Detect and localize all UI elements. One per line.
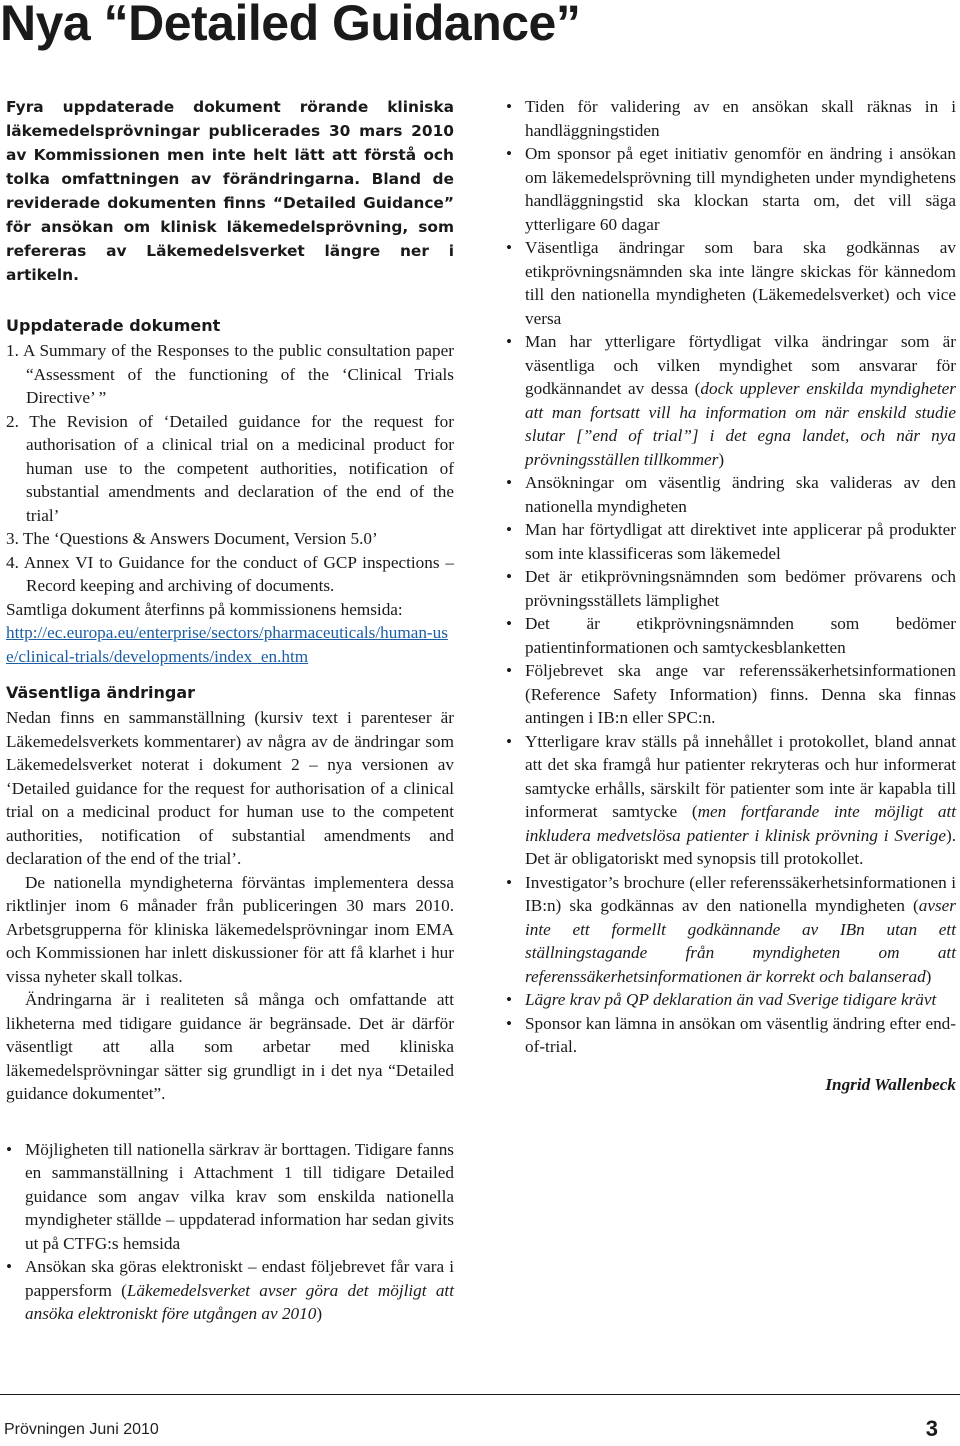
right-bullet-item [506,95,956,142]
bullet-comment: avser inte ett formellt godkännande av IBn utan ett ställningstagande från myndigheten om att referenssäkerhetsinformationen är korrekt och balanserad [525,896,956,986]
bullet-icon: • [6,1257,13,1276]
bullet-comment: Läkemedelsverket avser göra det möjligt att ansöka elektroniskt före utgången av 2010 [25,1280,454,1323]
bullet-icon: • [6,1139,13,1159]
right-bullet-item [506,565,956,612]
left-bullet-item [6,1138,454,1256]
author-signature: Ingrid Wallenbeck [825,1074,956,1094]
bullet-icon: • [506,661,513,680]
right-column [506,95,956,1096]
bullet-text-tail: ) [316,1304,323,1323]
bullet-icon: • [506,144,513,163]
bullet-text: Det är etikprövningsnämnden som bedömer patientinformationen och samtyckesblanketten [525,614,956,657]
bullet-icon: • [506,567,513,586]
bullet-icon: • [506,990,513,1009]
bullet-icon: • [506,731,513,751]
bullet-icon: • [506,332,513,351]
bullet-text: Det är etikprövningsnämnden som bedömer prövarens och prövningsställets lämplighet [525,567,956,610]
bullet-icon: • [506,97,513,116]
section-heading-updated-documents: Uppdaterade dokument [6,316,221,335]
left-bullet-list [6,1138,454,1326]
bullet-text: Man har förtydligat att direktivet inte applicerar på produkter som inte klassificeras som läkemedel [525,520,956,563]
bullet-comment: dock upplever enskilda myndigheter att man fortsatt vill ha information om när enskild studie slutar [”end of trial”] i det egna landet, och när nya prövningsställen tillkommer [525,379,956,469]
bullet-text: Ansökan ska göras elektroniskt – endast följebrevet får vara i pappersform ( [25,1257,454,1300]
bullet-icon: • [506,520,513,539]
bullet-icon: • [506,238,513,257]
bullet-icon: • [506,473,513,492]
bullet-text: Man har ytterligare förtydligat vilka ändringar som är väsentliga och vilken myndighet som ansvarar för godkännandet av dessa ( [525,332,956,398]
bullet-text: Ytterligare krav ställs på innehållet i protokollet, bland annat att det ska framgå hur patienter rekryteras och hur informerat samtycke erhålls, särskilt för patienter som inte är kapabla till informerat samtycke ( [525,731,956,821]
bullet-icon: • [506,872,513,892]
bullet-comment: men fortfarande inte möjligt att inkludera medvetslösa patienter i klinisk prövning i Sverige [525,802,956,845]
bullet-text-tail: ). Det är obligatoriskt med synopsis till protokollet. [525,825,956,868]
bullet-text: Följebrevet ska ange var referenssäkerhetsinformationen (Reference Safety Information) finns. Denna ska finnas antingen i IB:n eller SPC:n. [525,661,956,727]
left-bullet-item [6,1255,454,1326]
document-list [6,339,454,598]
bullet-text: Om sponsor på eget initiativ genomför en ändring i ansökan om läkemedelsprövning till myndigheten under myndighetens handläggningstid ska klockan starta om, det vill säga ytterligare 60 dagar [525,144,956,234]
bullet-text: Sponsor kan lämna in ansökan om väsentlig ändring efter end-of-trial. [525,1013,956,1056]
lead-paragraph: Fyra uppdaterade dokument rörande kliniska läkemedelsprövningar publicerades 30 mars 2010 av Kommissionen men inte helt lätt att förstå och tolka omfattningen av förändringarna. Bland de reviderade dokumenten finns “Detailed Guidance” för ansökan om klinisk läkemedelsprövning, som refereras av Läkemedelsverket längre ner i artikeln. [6,98,454,284]
right-bullet-list [506,95,956,1059]
right-bullet-item [506,730,956,871]
bullet-text: Ansökningar om väsentlig ändring ska valideras av den nationella myndigheten [525,473,956,516]
right-bullet-item [506,871,956,989]
bullet-icon: • [506,1013,513,1033]
body-paragraph-3: Ändringarna är i realiteten så många och omfattande att likheterna med tidigare guidance är begränsade. Det är därför väsentligt att alla som arbetar med kliniska läkemedelsprövningar sätter sig grundligt in i det nya “Detailed guidance dokumentet”. [6,990,454,1103]
bullet-text: Tiden för validering av en ansökan skall räknas in i handläggningstiden [525,97,956,140]
footer-publication: Prövningen Juni 2010 [4,1421,159,1438]
right-bullet-item [506,236,956,330]
bullet-text-tail: ) [925,966,932,986]
right-bullet-item [506,518,956,565]
document-item-1: 1. A Summary of the Responses to the public consultation paper “Assessment of the functioning of the ‘Clinical Trials Directive’ ” [6,341,454,407]
document-item-4: 4. Annex VI to Guidance for the conduct of GCP inspections – Record keeping and archiving of documents. [6,552,454,595]
right-bullet-item [506,142,956,236]
commission-website-link[interactable]: http://ec.europa.eu/enterprise/sectors/pharmaceuticals/human-use/clinical-trials/developments/index_en.htm [6,623,448,666]
bullet-comment: Lägre krav på QP deklaration än vad Sverige tidigare krävt [525,990,937,1009]
body-paragraph-1: Nedan finns en sammanställning (kursiv text i parenteser är Läkemedelsverkets kommentarer) av några av de ändringar som Läkemedelsverket noterat i dokument 2 – nya versionen av ‘Detailed guidance for the request for authorisation of a clinical trial on a medicinal product for human use to the competent authorities, notification of substantial amendments and declaration of the end of the trial’. [6,708,454,868]
right-bullet-item [506,1012,956,1059]
footer-divider [0,1394,960,1395]
right-bullet-item [506,471,956,518]
left-column [6,95,454,1326]
right-bullet-item [506,659,956,730]
body-paragraph-2: De nationella myndigheterna förväntas implementera dessa riktlinjer inom 6 månader från publiceringen 30 mars 2010. Arbetsgrupperna för kliniska läkemedelsprövningar inom EMA och Kommissionen har inlett diskussioner för att få klarhet i hur vissa nyheter skall tolkas. [6,872,454,986]
right-bullet-item [506,612,956,659]
documents-note: Samtliga dokument återfinns på kommissionens hemsida: [6,599,403,619]
right-bullet-item [506,330,956,471]
document-item-2: 2. The Revision of ‘Detailed guidance for the request for authorisation of a clinical trial on a medicinal product for human use to the competent authorities, notification of substantial amendments and declaration of the end of the trial’ [6,411,454,525]
bullet-text: Väsentliga ändringar som bara ska godkännas av etikprövningsnämnden ska inte längre skickas för kännedom till den nationella myndigheten (Läkemedelsverket) och vice versa [525,238,956,328]
page-number: 3 [925,1416,938,1441]
right-bullet-item [506,988,956,1012]
article-title: Nya “Detailed Guidance” [0,0,581,51]
bullet-text-tail: ) [718,449,725,469]
section-heading-substantial-changes: Väsentliga ändringar [6,683,196,702]
bullet-text: Investigator’s brochure (eller referenssäkerhetsinformationen i IB:n) ska godkännas av den nationella myndigheten ( [525,872,956,915]
document-item-3: 3. The ‘Questions & Answers Document, Version 5.0’ [6,529,378,548]
bullet-text: Möjligheten till nationella särkrav är borttagen. Tidigare fanns en sammanställning i Attachment 1 till tidigare Detailed guidance som angav vilka krav som enskilda nationella myndigheter ställde – uppdaterad information har sedan givits ut på CTFG:s hemsida [25,1139,454,1253]
bullet-icon: • [506,614,513,633]
